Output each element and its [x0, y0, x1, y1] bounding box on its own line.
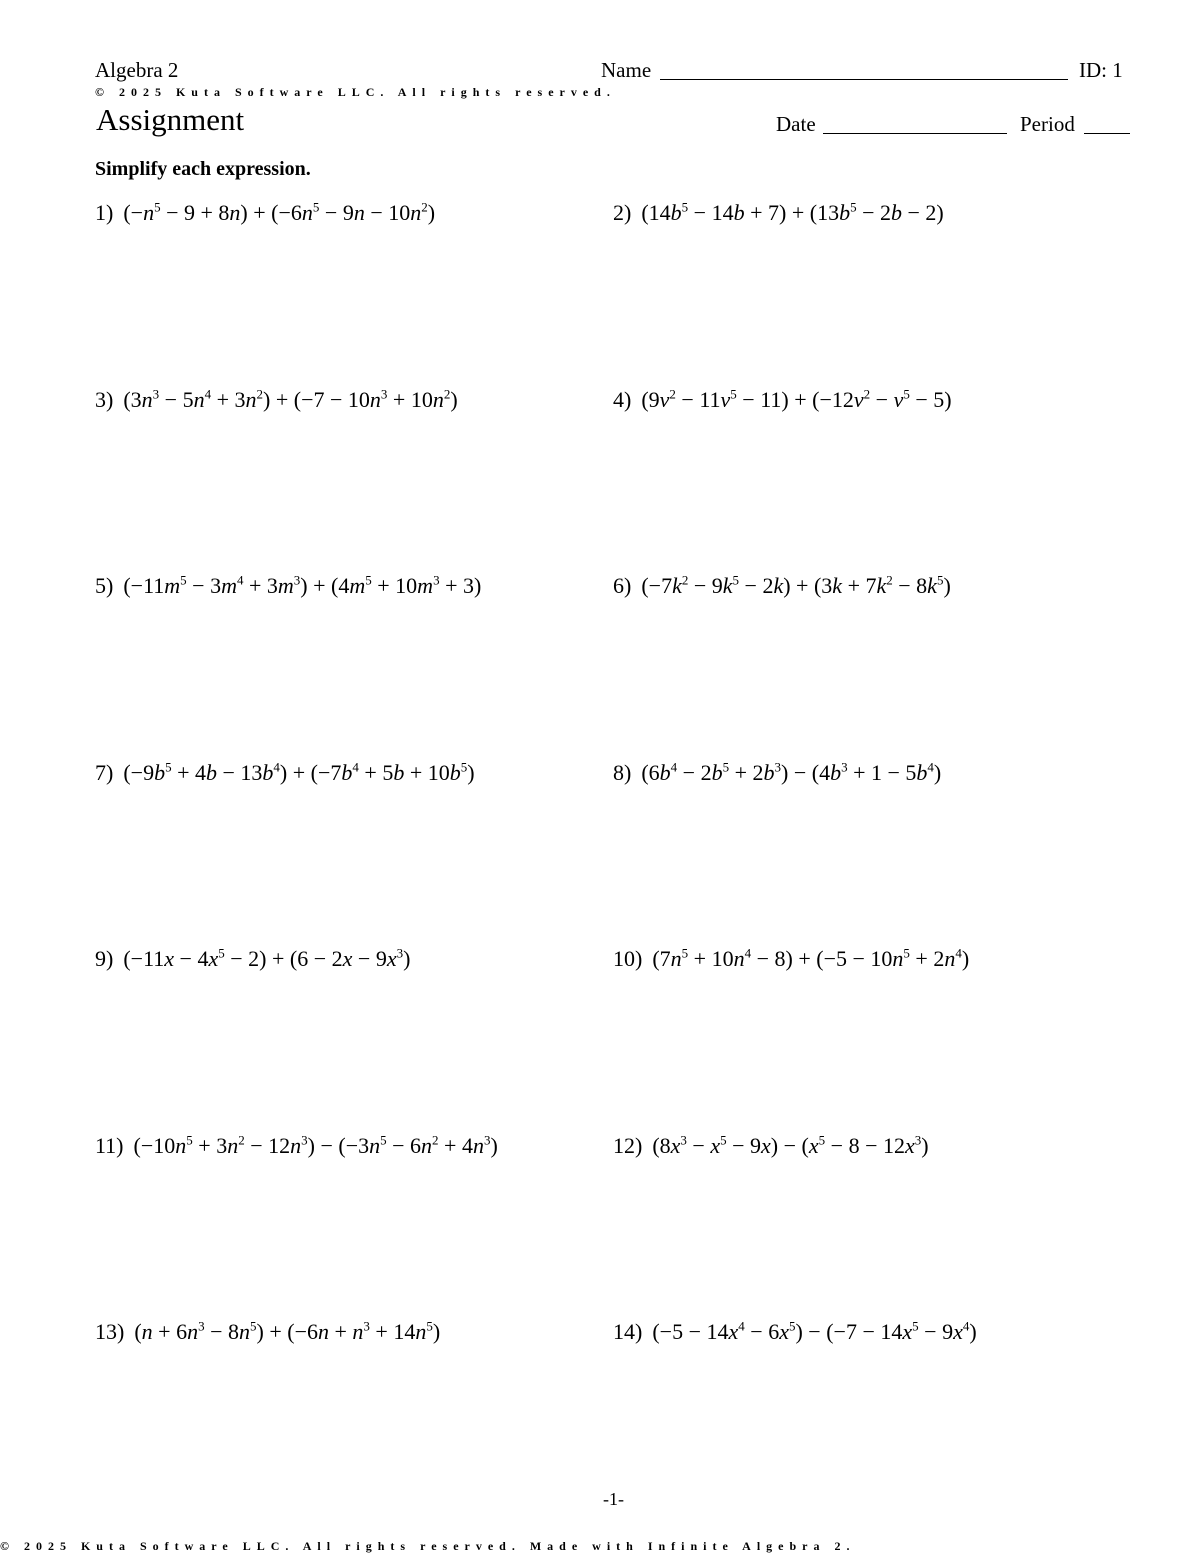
problem-number: 5) [95, 573, 114, 598]
period-blank-line [1084, 133, 1130, 134]
period-label: Period [1020, 112, 1075, 136]
date-blank-line [823, 133, 1007, 134]
name-label: Name [601, 58, 652, 82]
problem-expression: $(n + 6n^3 - 8n^5) + (-6n + n^3 + 14n^5)$ [134, 1318, 441, 1344]
problem-number: 14) [613, 1319, 643, 1344]
problem-number: 4) [613, 387, 632, 412]
problem-number: 1) [95, 200, 114, 225]
problem-13 [95, 1319, 440, 1345]
problem-8 [613, 760, 941, 786]
problem-number: 8) [613, 760, 632, 785]
copyright-notice: © 2025 Kuta Software LLC. All rights reserved. [95, 85, 616, 99]
problem-expression: $(14b^5 - 14b + 7) + (13b^5 - 2b - 2)$ [641, 199, 944, 225]
problem-expression: $(3n^3 - 5n^4 + 3n^2) + (-7 - 10n^3 + 10n^2)$ [123, 386, 458, 412]
problem-12 [613, 1133, 929, 1159]
problem-number: 2) [613, 200, 632, 225]
problem-5 [95, 573, 481, 599]
problem-7 [95, 760, 475, 786]
problem-expression: $(-11m^5 - 3m^4 + 3m^3) + (4m^5 + 10m^3 + 3)$ [123, 572, 482, 598]
problem-11 [95, 1133, 498, 1159]
problem-expression: $(9v^2 - 11v^5 - 11) + (-12v^2 - v^5 - 5)$ [641, 386, 952, 412]
course-name: Algebra 2 [95, 58, 179, 82]
name-blank-line [660, 79, 1068, 80]
problem-number: 6) [613, 573, 632, 598]
problem-expression: $(-n^5 - 9 + 8n) + (-6n^5 - 9n - 10n^2)$ [123, 199, 436, 225]
problem-number: 11) [95, 1133, 124, 1158]
problem-number: 10) [613, 946, 643, 971]
problem-number: 3) [95, 387, 114, 412]
problem-expression: $(7n^5 + 10n^4 - 8) + (-5 - 10n^5 + 2n^4)$ [652, 945, 970, 971]
date-label: Date [776, 112, 816, 136]
problem-9 [95, 946, 410, 972]
problem-expression: $(-5 - 14x^4 - 6x^5) - (-7 - 14x^5 - 9x^4)$ [652, 1318, 977, 1344]
problem-number: 9) [95, 946, 114, 971]
instructions: Simplify each expression. [95, 158, 311, 180]
page-number: -1- [603, 1489, 624, 1509]
problem-10 [613, 946, 969, 972]
problem-1 [95, 200, 435, 226]
problem-number: 7) [95, 760, 114, 785]
problem-4 [613, 387, 952, 413]
problem-expression: $(-9b^5 + 4b - 13b^4) + (-7b^4 + 5b + 10b^5)$ [123, 759, 475, 785]
problem-number: 12) [613, 1133, 643, 1158]
problem-2 [613, 200, 944, 226]
page-title: Assignment [96, 102, 245, 137]
worksheet-id: ID: 1 [1079, 58, 1123, 82]
problem-14 [613, 1319, 977, 1345]
problem-expression: $(6b^4 - 2b^5 + 2b^3) - (4b^3 + 1 - 5b^4)$ [641, 759, 942, 785]
problem-expression: $(-10n^5 + 3n^2 - 12n^3) - (-3n^5 - 6n^2 + 4n^3)$ [133, 1132, 498, 1158]
problem-expression: $(-7k^2 - 9k^5 - 2k) + (3k + 7k^2 - 8k^5)$ [641, 572, 951, 598]
problem-number: 13) [95, 1319, 125, 1344]
footer-copyright: © 2025 Kuta Software LLC. All rights reserved. Made with Infinite Algebra 2. [0, 1539, 856, 1553]
problem-6 [613, 573, 951, 599]
problem-3 [95, 387, 458, 413]
problem-expression: $(-11x - 4x^5 - 2) + (6 - 2x - 9x^3)$ [123, 945, 411, 971]
problem-expression: $(8x^3 - x^5 - 9x) - (x^5 - 8 - 12x^3)$ [652, 1132, 929, 1158]
